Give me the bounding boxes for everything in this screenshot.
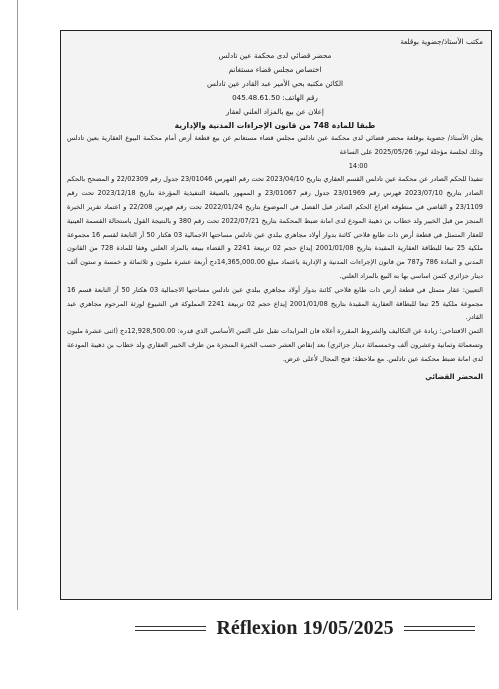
session-time: 14:00 (348, 161, 368, 170)
office-name: مكتب الأستاذ/جضوية بوقلعة (400, 37, 483, 46)
office-address: الكائن مكتبه بحي الأمير عبد القادر عين تادلس (206, 79, 344, 88)
footer-rule-left (135, 626, 206, 631)
footer (135, 608, 475, 648)
phone-number: رقم الهاتف: 045.48.61.50 (232, 93, 318, 102)
jurisdiction: اختصاص مجلس قضاء مستغانم (228, 65, 322, 74)
notice-body (67, 132, 483, 367)
price-paragraph: الثمن الافتتاحي: زيادة عن التكاليف والشروط المقررة أعلاه فان المزايدات تقبل على الثمن الأساسي الذي قدره: 12,928,500.00دج (اثنى عشرة مليون وتسعمائة وثمانية وعشرون ألف وخمسمائة دينار جزائري) بعد إنقاص العشر حسب الخبرة المنجزة من طرف الخبير العقاري ولد خطاب بن ذهيبة المودعة لدى امانة ضبط محكمة عين تادلس. مع ملاحظة: فتح المجال لأعلى عرض. (67, 327, 483, 363)
intro-paragraph: يعلن الأستاذ/ جضوية بوقلعة محضر قضائي لدى محكمة عين تادلس مجلس قضاء مستغانم عن بيع قطعة أرض أمام محكمة البيوع العقارية بعين تادلس وذلك لجلسة مؤجلة ليوم: 2025/05/26 على الساعة (67, 134, 483, 156)
signature: المحضر القضائي (425, 372, 483, 381)
legal-notice (60, 30, 492, 600)
bailiff-role: محضر قضائي لدى محكمة عين تادلس (218, 51, 332, 60)
designation-paragraph: التعيين: عقار متمثل في قطعة أرض ذات طابع فلاحي كائنة بدوار أولاد مجاهري ببلدي عين تادلس مساحتها الاجمالية 03 هكتار 50 آر التابعة قسم 16 مجموعة ملكية 25 تبعا للبطاقة العقارية المقيدة بتاريخ 2001/01/08 إيداع حجم 02 تربيعة 2241 المملوكة في الشيوع لورثة المرحوم مجاهري عبد القادر. (67, 285, 484, 322)
footer-label: Réflexion 19/05/2025 (216, 616, 394, 639)
legal-basis: طبقا للمادة 748 من قانون الإجراءات المدنية والإدارية (174, 121, 376, 130)
page-edge-mark (0, 0, 18, 610)
footer-rule-right (404, 626, 475, 631)
announcement-title: إعلان عن بيع بالمزاد العلني لعقار (226, 107, 324, 116)
execution-paragraph: تنفيذا للحكم الصادر عن محكمة عين تادلس القسم العقاري بتاريخ 2023/04/10 تحت رقم الفهرس 23/01046 جدول رقم 22/02309 و المصحح بالحكم الصادر بتاريخ 2023/07/10 فهرس رقم 23/01969 جدول رقم 23/01067 و الممهور بالصيغة التنفيذية المؤرخة بتاريخ 2023/12/18 تحت رقم 23/1109 و القاضي في منطوقه افراغ الحكم الصادر قبل الفصل في الموضوع بتاريخ 2022/01/24 تحت رقم فهرس 22/208 و اعتماد تقرير الخبرة المنجز من قبل الخبير ولد خطاب بن ذهيبة المودع لدى امانة ضبط المحكمة بتاريخ 2022/07/21 تحت رقم 380 و بالنتيجة القول باستحالة القسمة العينية للعقار المتمثل في قطعة أرض ذات طابع فلاحي كائنة بدوار أولاد مجاهري ببلدي عين تادلس مساحتها الاجمالية 03 هكتار 50 آر التابعة لقسم 16 مجموعة ملكية 25 تبعا للبطاقة العقارية المقيدة بتاريخ 2001/01/08 إيداع حجم 02 تربيعة 2241 و القضاء ببيعه بالمزاد العلني وفقا للمادة 728 من القانون المدني و المادة 786 و787 من قانون الإجراءات المدنية و الإدارية باعتماد مبلغ 14,365,000.00دج أربعة عشرة مليون و ثلاثمائة و خمسة و ستون ألف دينار جزائري كثمن اساسي بها به البيع بالمزاد العلني. (67, 175, 484, 280)
